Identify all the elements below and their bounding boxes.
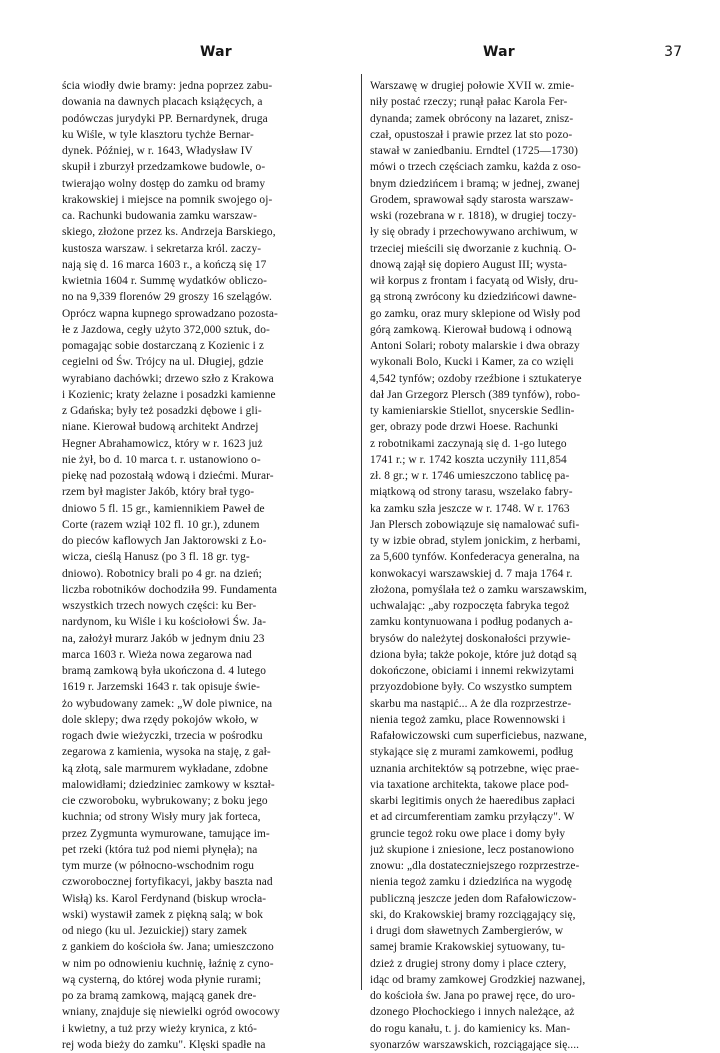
text-line: dniowo 5 fl. 15 gr., kamiennikiem Paweł de [62, 502, 265, 515]
text-line: rzem był magister Jakób, który brał tygo- [62, 486, 255, 499]
text-line: miątkową od strony tarasu, wszelako fabry- [370, 486, 573, 499]
text-line: do pieców kaflowych Jan Jaktorowski z Ło- [62, 535, 267, 547]
text-line: dynek. Później, w r. 1643, Władysław IV [62, 145, 253, 157]
text-line: dziona była; także pokoje, które już dotąd są [370, 648, 577, 661]
text-line: już skupione i zniesione, lecz postanowiono [370, 843, 574, 856]
text-line: twierająo wolny dostęp do zamku od bramy [62, 177, 266, 190]
text-line: kuchnia; od strony Wisły mury jak forteca, [62, 811, 261, 824]
text-line: uchwalając: „aby rozpoczęta fabryka tegoż [370, 600, 570, 612]
text-line: nają się d. 16 marca 1603 r., a kończą się 17 [62, 258, 267, 271]
text-line: uznania architektów są potrzebne, więc prae- [370, 762, 580, 775]
text-line: zegarowa z kamienia, wysoka na staję, z gał- [62, 746, 271, 759]
text-line: wski (rozebrana w r. 1818), w drugiej toczy- [370, 210, 577, 222]
text-line: no na 9,339 florenów 29 groszy 16 szelągów. [62, 291, 272, 304]
text-line: kwietnia 1604 r. Summę wydatków obliczo- [62, 275, 268, 287]
text-line: 1619 r. Jarzemski 1643 r. tak opisuje świe- [62, 681, 260, 694]
text-line: czworobocznej fortyfikacyi, jakby baszta nad [62, 876, 273, 889]
text-line: ty kamieniarskie Stiellot, snycerskie Sedlin- [370, 405, 575, 417]
text-line: podówczas jurydyki PP. Bernardynek, druga [62, 112, 268, 125]
text-line: konwokacyi warszawskiej d. 7 maja 1764 r. [370, 567, 573, 580]
text-line: gruncie tegoż roku owe place i domy były [370, 827, 566, 840]
text-line: dnową zajął się dopiero August III; wysta- [370, 258, 567, 271]
text-line: wszystkich trzech nowych części: ku Ber- [62, 600, 257, 612]
text-line: samej bramie Krakowskiej sytuowany, tu- [370, 941, 566, 954]
running-head-left: War [200, 44, 232, 60]
text-line: z robotnikami zaczynają się d. 1-go lutego [370, 437, 567, 450]
text-line: niane. Kierował budową architekt Andrzej [62, 421, 259, 434]
text-line: dzież z drugiej strony domy i place cztery, [370, 957, 567, 970]
text-line: w nim po odnowieniu kuchnię, łaźnię z cyno- [62, 957, 274, 970]
text-line: ty w izbie obrad, stylem jonickim, z herbami, [370, 535, 581, 547]
text-line: cegielni od Św. Trójcy na ul. Długiej, gdzie [62, 356, 264, 369]
text-line: syonarzów warszawskich, rozciągające się.... [370, 1038, 580, 1051]
text-line: go zamku, oraz mury sklepione od Wisły pod [370, 307, 581, 320]
text-line: z Gdańska; były też posadzki dębowe i gli- [62, 405, 262, 417]
text-line: skarbi legitimis onych że haeredibus zapłaci [370, 795, 575, 807]
text-line: krakowskiej i miejsce na pomnik swojego oj- [62, 193, 273, 206]
text-line: ka zamku szła jeszcze w r. 1748. W r. 1763 [370, 502, 570, 515]
text-line: nie żył, bo d. 10 marca t. r. ustanowiono o- [62, 453, 261, 466]
text-line: bnym dziedzińcem i bramą; w jednej, zwanej [370, 177, 580, 190]
text-line: marca 1603 r. Wieża nowa zegarowa nad [62, 648, 252, 661]
text-line: pet rzeki (która tuż pod niemi płynęła); na [62, 843, 258, 856]
text-line: skupił i zburzył przedzamkowe budowle, o- [62, 161, 266, 174]
text-line: Oprócz wapna kupnego sprowadzano pozosta- [62, 307, 278, 320]
text-line: dniowo). Robotnicy brali po 4 gr. na dzień; [62, 567, 262, 580]
text-line: do kościoła św. Jana po prawej ręce, do uro- [370, 990, 576, 1002]
text-line: trzeciej mieścili się dworzanie z kuchnią. O- [370, 242, 577, 255]
text-line: gą stroną zwrócony ku dziedzińcowi dawne- [370, 291, 577, 304]
text-line: za 5,600 tynfów. Konfederacya generalna, na [370, 551, 580, 564]
text-line: stykające się z murami zamkowemi, podług [370, 746, 574, 759]
right-text-column [370, 78, 680, 1053]
text-line: łe z Jazdowa, cegły użyto 372,000 sztuk, do- [62, 323, 270, 336]
text-line: kustosza warszaw. i sekretarza król. zaczy- [62, 242, 262, 255]
text-line: złożona, pomyślała też o zamku warszawskim, [370, 583, 587, 596]
text-line: stawał w zaniedbaniu. Erndtel (1725—1730) [370, 145, 578, 157]
text-line: od niego (ku ul. Jezuickiej) stary zamek [62, 925, 248, 937]
text-line: idąc od bramy zamkowej Grodzkiej nazwanej, [370, 973, 586, 986]
text-line: ski, do Krakowskiej bramy rozciągający się, [370, 908, 576, 921]
text-line: przyozdobione były. Co wszystko sumptem [370, 681, 573, 694]
text-line: Corte (razem wziął 102 fl. 10 gr.), zdunem [62, 518, 260, 531]
text-line: skiego, złożone przez ks. Andrzeja Barskiego, [62, 226, 276, 239]
text-line: górą zamkową. Kierował budową i odnową [370, 323, 572, 336]
text-line: malowidłami; dziedziniec zamkowy w kształ- [62, 778, 275, 791]
text-line: i kwietny, a tuż przy wieży krynica, z któ- [62, 1022, 258, 1035]
text-line: cie czworoboku, wybrukowany; z boku jego [62, 795, 268, 807]
text-line: niły postać rzeczy; runął pałac Karola Fer- [370, 96, 568, 109]
text-line: przez Zygmunta wymurowane, tamujące im- [62, 827, 270, 840]
text-line: bramą zamkową była ukończona d. 4 lutego [62, 665, 267, 677]
text-line: dole sklepy; dwa rzędy pokojów wkoło, w [62, 713, 259, 726]
text-line: rogach dwie wieżyczki, trzecia w pośrodku [62, 730, 263, 742]
text-line: do rogu kanału, t. j. do kamienicy ks. Man- [370, 1022, 571, 1035]
text-line: Jan Plersch zobowiązuje się namalować sufi- [370, 518, 580, 531]
text-line: ścia wiodły dwie bramy: jedna poprzez zabu- [62, 80, 273, 92]
text-line: wski) wystawił zamek z piękną salą; w bok [62, 908, 263, 921]
text-line: 4,542 tynfów; ozdoby rzeźbione i sztukaterye [370, 372, 582, 385]
text-line: skarbu ma nastąpić... A że dla rozprzestrze- [370, 697, 572, 710]
text-line: tym murze (w północno-wschodnim rogu [62, 860, 255, 872]
text-line: liczba robotników dochodziła 99. Fundamenta [62, 583, 278, 596]
text-line: publiczną jeszcze jeden dom Rafałowiczow- [370, 892, 577, 905]
text-line: na, założył murarz Jakób w jednym dniu 23 [62, 632, 265, 645]
text-line: i drugi dom sławetnych Zambergierów, w [370, 925, 564, 937]
text-line: Rafałowiczowski cum superficiebus, nazwane, [370, 730, 587, 742]
text-line: zł. 8 gr.; w r. 1746 umieszczono tablicę pa- [370, 470, 570, 482]
text-line: wykonali Bolo, Kucki i Kamer, za co wzięli [370, 356, 574, 369]
text-line: czał, opustoszał i prawie przez lat sto pozo- [370, 128, 573, 141]
text-line: żo wybudowany zamek: „W dole piwnice, na [62, 697, 273, 710]
text-line: ger, obrazy pode drzwi Hoese. Rachunki [370, 421, 559, 434]
text-line: ły się obrady i przechowywano archiwum, w [370, 226, 578, 239]
running-head-right: War [483, 44, 515, 60]
text-line: wyrabiano dachówki; drzewo szło z Krakowa [62, 372, 274, 385]
text-line: ca. Rachunki budowania zamku warszaw- [62, 210, 257, 222]
text-line: wił korpus z frontam i facyatą od Wisły, dru- [370, 275, 579, 287]
text-line: ką złotą, sale marmurem wykładane, zdobne [62, 762, 269, 775]
text-line: et ad circumferentiam zamku przyłączy". W [370, 811, 575, 824]
text-line: nienia tegoż zamku, place Rowennowski i [370, 713, 566, 726]
text-line: nardynom, ku Wiśle i ku kościołowi Św. Ja- [62, 616, 267, 629]
running-head [62, 44, 682, 66]
text-line: ku Wiśle, w tyle klasztoru tychże Bernar- [62, 128, 254, 141]
text-line: Wisłą) ks. Karol Ferdynand (biskup wrocła- [62, 892, 267, 905]
text-line: rej woda bieży do zamku". Klęski spadłe na [62, 1038, 266, 1051]
text-line: mówi o trzech częściach zamku, każda z oso- [370, 161, 581, 174]
text-line: zamku kontynuowana i podług podanych a- [370, 616, 573, 629]
text-line: z gankiem do kościoła św. Jana; umieszczono [62, 941, 274, 954]
text-line: po za bramą zamkową, mającą ganek dre- [62, 990, 257, 1002]
left-text-column [62, 78, 352, 1053]
text-line: dowania na dawnych placach książęcych, a [62, 96, 263, 109]
text-line: Antoni Solari; roboty malarskie i dwa obrazy [370, 340, 580, 352]
text-line: Hegner Abrahamowicz, który w r. 1623 już [62, 437, 263, 450]
text-line: dokończone, obiciami i innemi rekwizytami [370, 665, 575, 677]
text-line: Warszawę w drugiej połowie XVII w. zmie- [370, 80, 575, 92]
text-line: wicza, cieślą Hanusz (po 3 fl. 18 gr. tyg- [62, 551, 250, 564]
text-line: piekę nad pozostałą wdową i dziećmi. Murar- [62, 470, 274, 482]
text-line: Grodem, sprawował sądy starosta warszaw- [370, 193, 574, 206]
text-line: via taxatione architekta, takowe place pod- [370, 778, 569, 791]
text-line: wniany, znajduje się niewielki ogród owocowy [62, 1006, 280, 1019]
text-line: dynanda; zamek obrócony na lazaret, znisz- [370, 112, 574, 125]
text-line: dzonego Płochockiego i innych należące, aż [370, 1006, 575, 1019]
text-line: pomagając sobie dostarczaną z Kozienic i z [62, 340, 264, 352]
text-line: wą cysterną, do której woda płynie rurami; [62, 973, 262, 986]
text-line: nienia tegoż zamku i dziedzińca na wygodę [370, 876, 572, 889]
text-line: brysów do należytej doskonałości przywie- [370, 632, 571, 645]
text-line: znowu: „dla dostateczniejszego rozprzestrze- [370, 860, 580, 872]
text-line: dał Jan Grzegorz Plersch (389 tynfów), robo- [370, 388, 581, 401]
page-number: 37 [664, 44, 682, 60]
text-line: 1741 r.; w r. 1742 koszta uczyniły 111,854 [370, 453, 567, 466]
column-divider [361, 74, 362, 990]
text-line: i Kozienic; kraty żelazne i posadzki kamienne [62, 388, 276, 401]
